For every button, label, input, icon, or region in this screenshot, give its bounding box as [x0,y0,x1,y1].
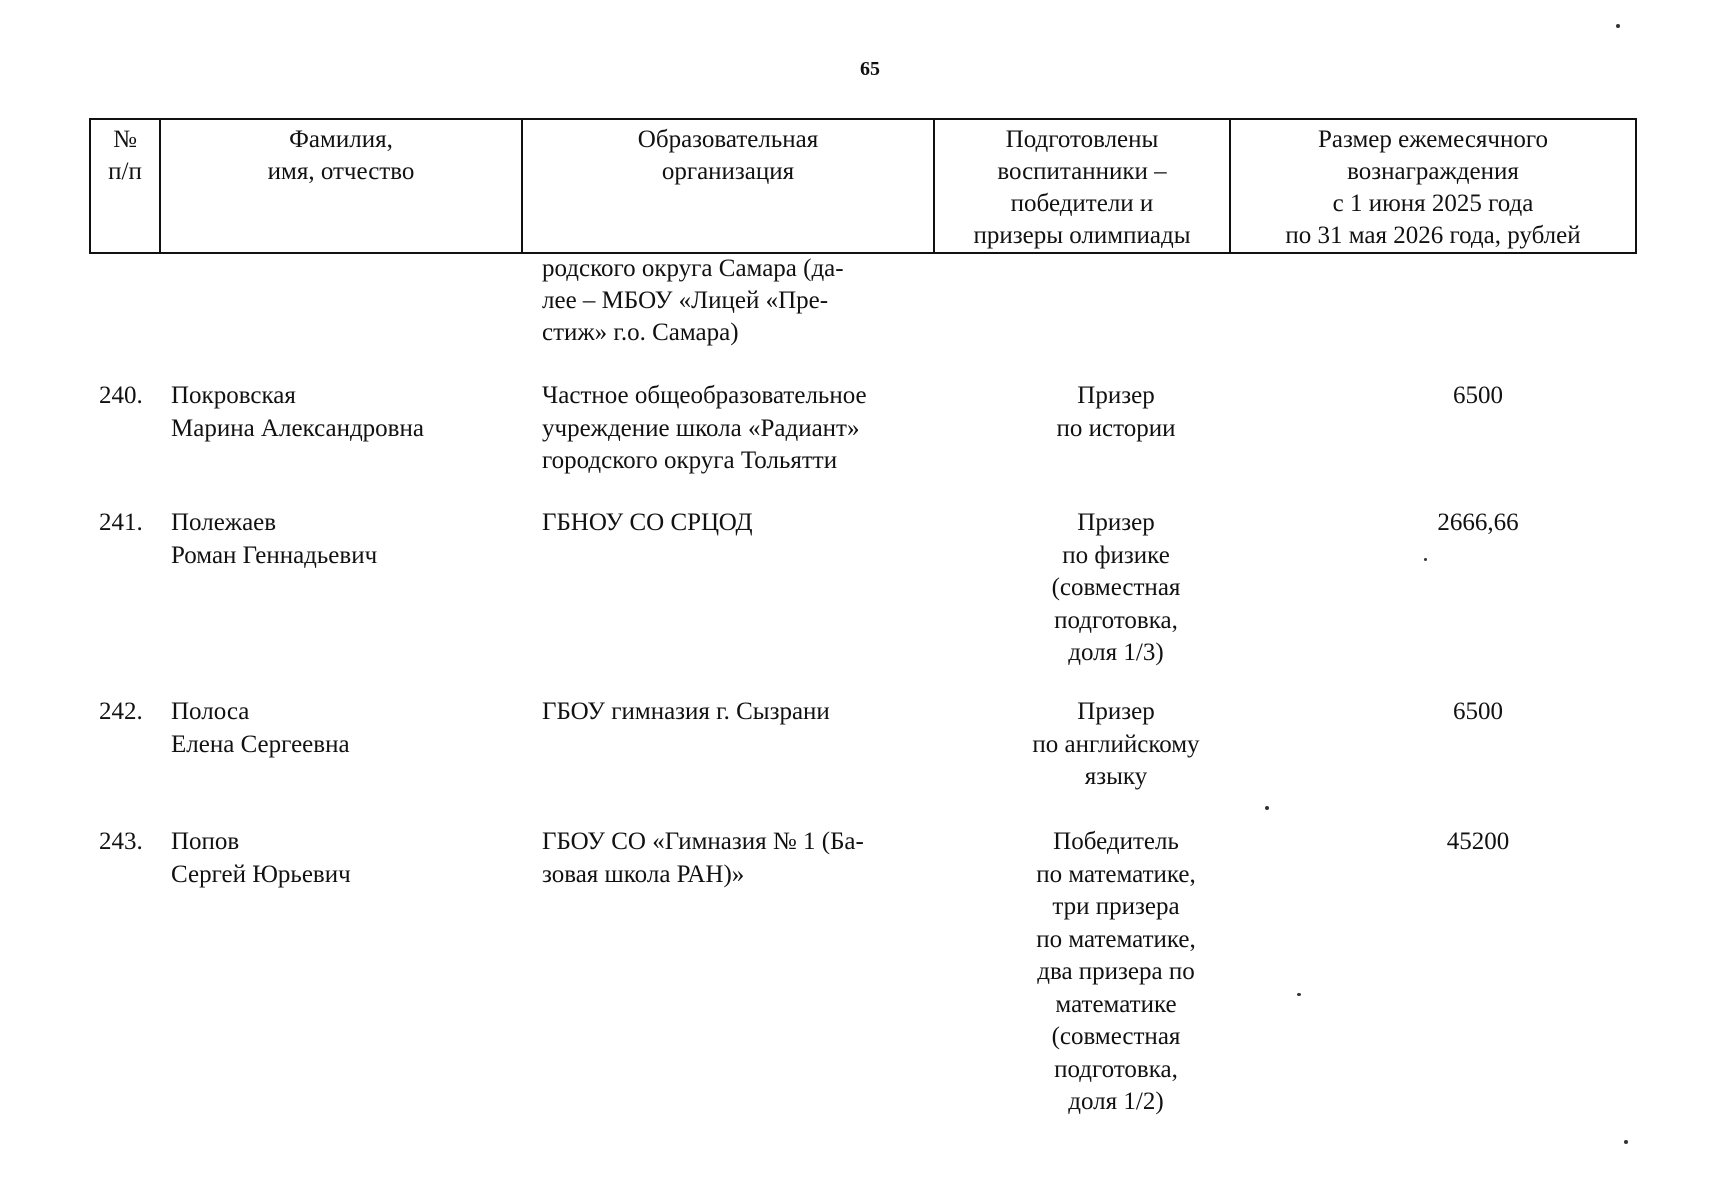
row-reward-amount: 45200 [1446,828,1510,855]
row-organization: Частное общеобразовательное учреждение школа «Радиант» городского округа Тольятти [542,382,867,474]
row-reward-amount: 2666,66 [1437,509,1519,536]
row-full-name: Полоса Елена Сергеевна [171,698,350,758]
row-organization: ГБНОУ СО СРЦОД [542,509,753,536]
header-number: № п/п [90,119,160,253]
scan-speck [1624,1140,1628,1144]
row-prepared-students: Призер по истории [1056,382,1176,442]
row-organization: ГБОУ гимназия г. Сызрани [542,698,830,725]
row-organization: ГБОУ СО «Гимназия № 1 (Ба- зовая школа РАН)» [542,828,864,888]
page-number: 65 [860,58,880,80]
table-header [89,118,1637,254]
scan-speck [1265,806,1269,810]
row-prepared-students: Призер по английскому языку [1032,698,1200,790]
row-full-name: Попов Сергей Юрьевич [171,828,351,888]
row-full-name: Полежаев Роман Геннадьевич [171,509,378,569]
row-prepared-students: Победитель по математике, три призера по математике, два призера по математике (совместная подготовка, доля 1/2) [1036,828,1196,1115]
row-number: 240. [99,382,143,409]
header-monthly-reward: Размер ежемесячного вознаграждения с 1 июня 2025 года по 31 мая 2026 года, рублей [1230,119,1636,253]
scan-speck [1616,24,1620,28]
header-row [90,119,1636,253]
row-full-name: Покровская Марина Александровна [171,382,424,442]
row-reward-amount: 6500 [1453,698,1503,725]
row-number: 242. [99,698,143,725]
header-full-name: Фамилия, имя, отчество [160,119,522,253]
row-number: 243. [99,828,143,855]
continued-organization-text: родского округа Самара (да- лее – МБОУ «Лицей «Пре- стиж» г.о. Самара) [542,255,844,346]
header-organization: Образовательная организация [522,119,934,253]
scan-speck [1424,558,1427,561]
scan-speck [1297,993,1301,996]
row-prepared-students: Призер по физике (совместная подготовка, доля 1/3) [1051,509,1181,666]
row-reward-amount: 6500 [1453,382,1503,409]
header-prepared-students: Подготовлены воспитанники – победители и призеры олимпиады [934,119,1230,253]
row-number: 241. [99,509,143,536]
